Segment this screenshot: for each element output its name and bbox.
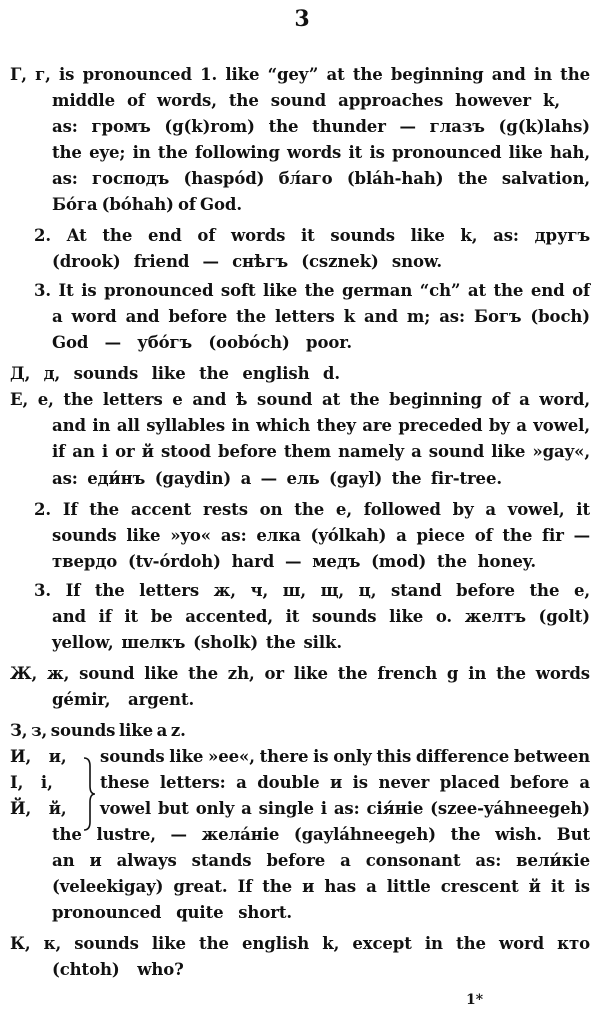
text-line: middle of words, the sound approaches however k, bbox=[52, 91, 560, 110]
text-line: if an i or й stood before them namely a sound like »gay«, bbox=[52, 442, 590, 461]
text-line: Е, е, the letters e and ѣ sound at the beginning of a word, bbox=[10, 390, 590, 409]
text-line: (chtoh) who? bbox=[52, 960, 184, 979]
text-line: Г, г, is pronounced 1. like “gey” at the beginning and in the bbox=[10, 65, 590, 84]
text-line: 2. At the end of words it sounds like k, as: другъ bbox=[34, 226, 590, 245]
text-line: the lustre, — жела́ніе (gayláhneegeh) the wish. But bbox=[52, 825, 590, 844]
text-line: as: еди́нъ (gaydin) a — ель (gayl) the fir-tree. bbox=[52, 469, 502, 488]
page-number: 3 bbox=[294, 6, 310, 32]
text-line: these letters: a double и is never placed before a bbox=[100, 773, 590, 792]
brace-icon bbox=[82, 756, 96, 832]
text-line: К, к, sounds like the english k, except in the word кто bbox=[10, 934, 590, 953]
text-line: an и always stands before a consonant as: вели́кіе bbox=[52, 851, 590, 870]
text-line: yellow, шелкъ (sholk) the silk. bbox=[52, 633, 342, 652]
text-line: 3. It is pronounced soft like the german “ch” at the end of bbox=[34, 281, 590, 300]
text-line: sounds like »yo« as: елка (yólkah) a piece of the fir — bbox=[52, 526, 590, 545]
text-line: and in all syllables in which they are preceded by a vowel, bbox=[52, 416, 590, 435]
text-line: the eye; in the following words it is pronounced like hah, bbox=[52, 143, 590, 162]
text-line: vowel but only a single i as: сія́ніе (szee-yáhneegeh) bbox=[100, 799, 590, 818]
text-line: (veleekigay) great. If the и has a little crescent й it is bbox=[52, 877, 590, 896]
text-line: a word and before the letters k and m; as: Богъ (boch) bbox=[52, 307, 590, 326]
text-line: 2. If the accent rests on the e, followed by a vowel, it bbox=[34, 500, 590, 519]
text-line: З, з, sounds like a z. bbox=[10, 721, 186, 740]
text-line: Бо́га (bóhah) of God. bbox=[52, 195, 242, 214]
text-line: gémir, argent. bbox=[52, 690, 195, 709]
text-line: 3. If the letters ж, ч, ш, щ, ц, stand before the e, bbox=[34, 581, 590, 600]
text-line: as: громъ (g(k)rom) the thunder — глазъ (g(k)lahs) bbox=[52, 117, 590, 136]
text-line: and if it be accented, it sounds like o. желтъ (golt) bbox=[52, 607, 590, 626]
text-line: Й, й, bbox=[10, 799, 67, 818]
text-line: sounds like »ee«, there is only this difference between bbox=[100, 747, 590, 766]
signature-mark: 1* bbox=[466, 992, 484, 1008]
text-line: (drook) friend — снѣгъ (csznek) snow. bbox=[52, 252, 442, 271]
text-line: Д, д, sounds like the english d. bbox=[10, 364, 340, 383]
text-line: as: господъ (haspód) бл́аго (bláh-hah) the salvation, bbox=[52, 169, 590, 188]
text-line: І, і, bbox=[10, 773, 53, 792]
text-line: God — убо́гъ (oobóch) poor. bbox=[52, 333, 352, 352]
text-line: твердо (tv-órdoh) hard — медъ (mod) the honey. bbox=[52, 552, 536, 571]
text-line: pronounced quite short. bbox=[52, 903, 292, 922]
text-line: И, и, bbox=[10, 747, 67, 766]
text-line: Ж, ж, sound like the zh, or like the french g in the words bbox=[10, 664, 590, 683]
